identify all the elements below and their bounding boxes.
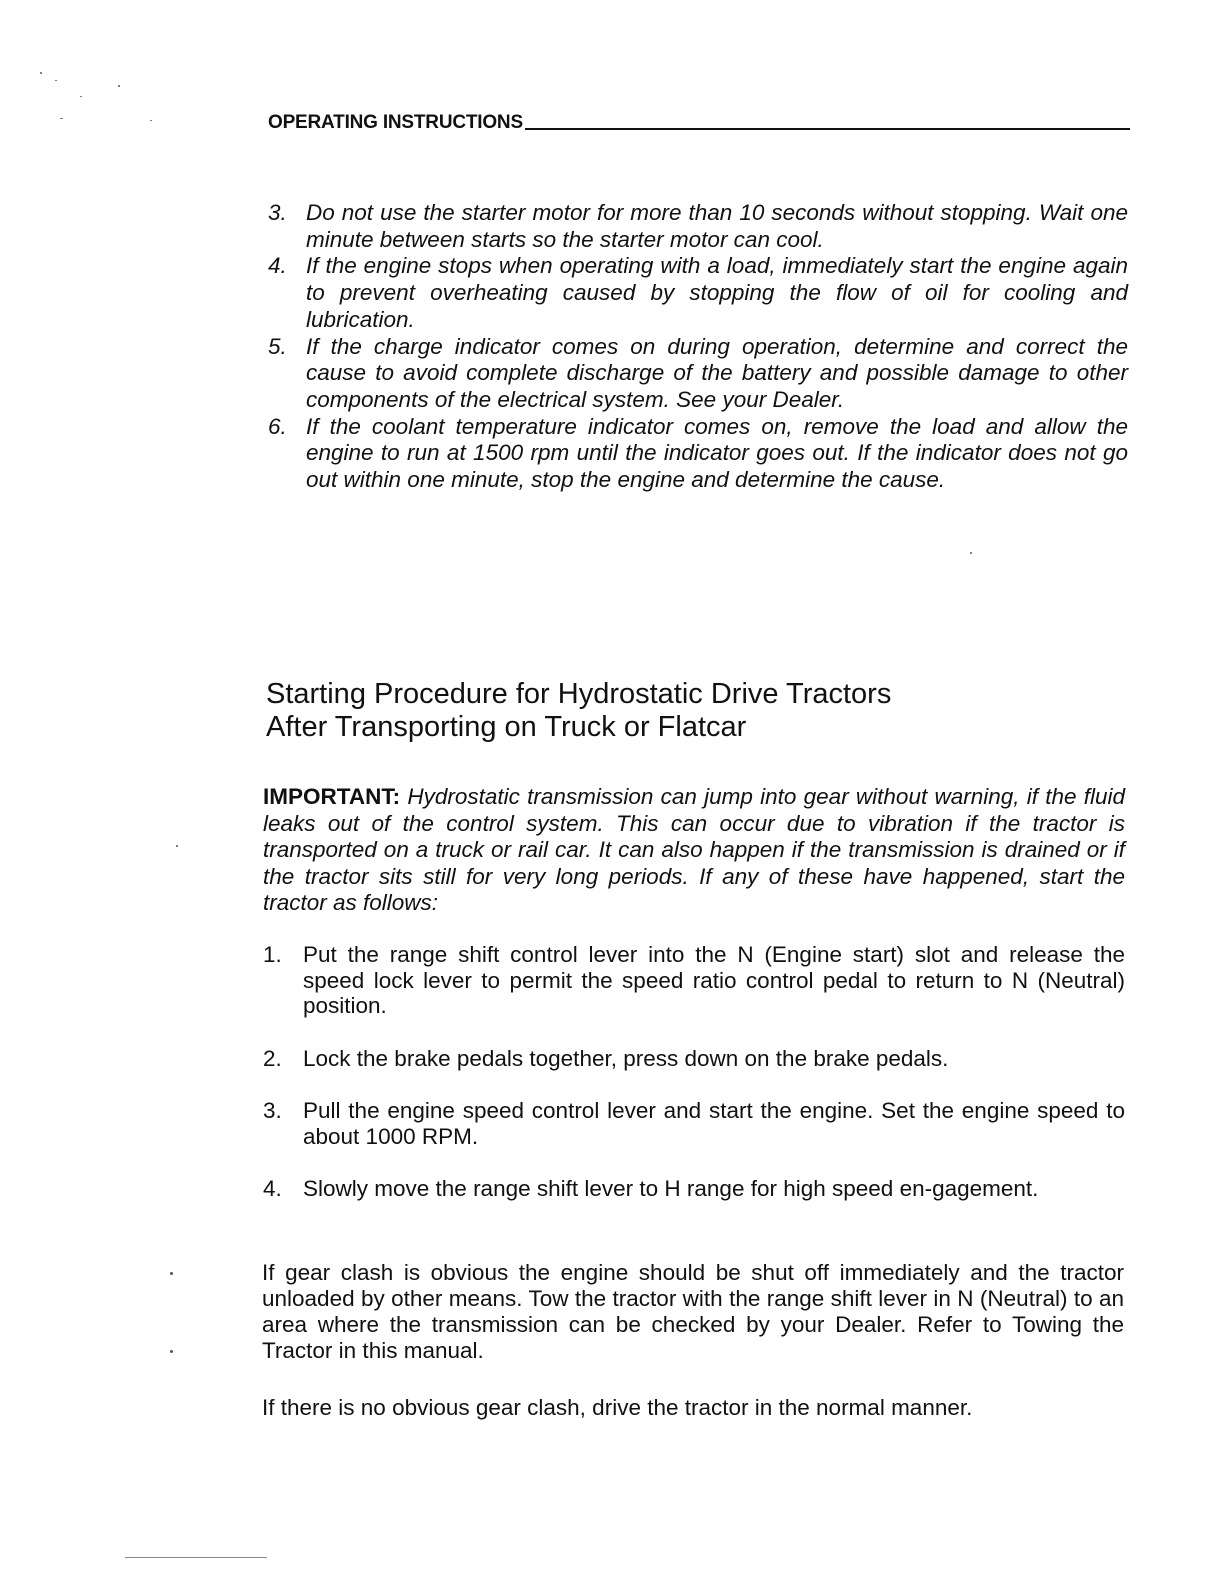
procedure-step (263, 1046, 1125, 1072)
scan-speck (55, 80, 57, 81)
scan-speck (170, 1350, 173, 1353)
no-gear-clash-paragraph: If there is no obvious gear clash, drive the tractor in the normal manner. (262, 1395, 973, 1420)
step-number: 4. (263, 1176, 282, 1201)
gear-clash-paragraph: If gear clash is obvious the engine should be shut off immediately and the tractor unloaded by other means. Tow the tractor with the range shift lever in N (Neutral) to an area where the transmission can be checked by your Dealer. Refer to Towing the Tractor in this manual. (262, 1260, 1124, 1363)
important-text: Hydrostatic transmission can jump into gear without warning, if the fluid leaks out of the control system. This can occur due to vibration if the tractor is transported on a truck or rail car. It can also happen if the transmission is drained or if the tractor sits still for very long periods. If any of these have happened, start the tractor as follows: (263, 784, 1125, 915)
step-text: Slowly move the range shift lever to H range for high speed en-gagement. (303, 1176, 1039, 1201)
list-item-text: If the coolant temperature indicator comes on, remove the load and allow the engine to run at 1500 rpm until the indicator goes out. If the indicator does not go out within one minute, stop the engine and determine the cause. (306, 413, 1128, 493)
list-item-text: If the engine stops when operating with a load, immediately start the engine again to prevent overheating caused by stopping the flow of oil for cooling and lubrication. (306, 253, 1128, 332)
scan-speck (176, 845, 178, 847)
section-heading (266, 678, 1126, 744)
section-heading-line-2: After Transporting on Truck or Flatcar (266, 711, 747, 743)
step-text: Pull the engine speed control lever and start the engine. Set the engine speed to about 1000 RPM. (303, 1098, 1125, 1149)
step-text: Lock the brake pedals together, press down on the brake pedals. (303, 1045, 949, 1071)
header-rule (525, 128, 1130, 130)
list-item-text: Do not use the starter motor for more than 10 seconds without stopping. Wait one minute between starts so the starter motor can cool. (306, 200, 1128, 252)
scan-speck (150, 120, 152, 121)
operating-notes-list (268, 200, 1128, 494)
list-item-number: 6. (268, 413, 287, 439)
step-number: 2. (263, 1045, 282, 1071)
procedure-step (263, 1176, 1125, 1202)
bottom-rule (125, 1557, 267, 1558)
procedure-step (263, 1098, 1125, 1149)
scan-speck (170, 1272, 173, 1275)
scan-speck (80, 96, 82, 97)
scan-speck (40, 72, 42, 74)
list-item-text: If the charge indicator comes on during operation, determine and correct the cause to avoid complete discharge of the battery and possible damage to other components of the electrical system. See your Dealer. (306, 333, 1128, 412)
list-item-number: 3. (268, 200, 287, 225)
step-text: Put the range shift control lever into the N (Engine start) slot and release the speed lock lever to permit the speed ratio control pedal to return to N (Neutral) position. (303, 942, 1125, 1018)
section-heading-line-1: Starting Procedure for Hydrostatic Drive Tractors (266, 678, 892, 710)
step-number: 3. (263, 1098, 282, 1123)
list-item (268, 414, 1128, 494)
header-title: OPERATING INSTRUCTIONS (268, 112, 523, 133)
page-header (268, 113, 1130, 133)
important-note (263, 784, 1125, 917)
procedure-steps (263, 942, 1125, 1229)
step-number: 1. (263, 942, 282, 967)
scan-speck (60, 118, 63, 119)
list-item (268, 200, 1128, 253)
procedure-step (263, 942, 1125, 1019)
list-item (268, 334, 1128, 414)
list-item-number: 5. (268, 333, 287, 359)
important-label: IMPORTANT: (263, 784, 401, 809)
list-item-number: 4. (268, 253, 287, 279)
scan-speck (970, 552, 972, 554)
scan-speck (118, 85, 120, 87)
list-item (268, 253, 1128, 333)
